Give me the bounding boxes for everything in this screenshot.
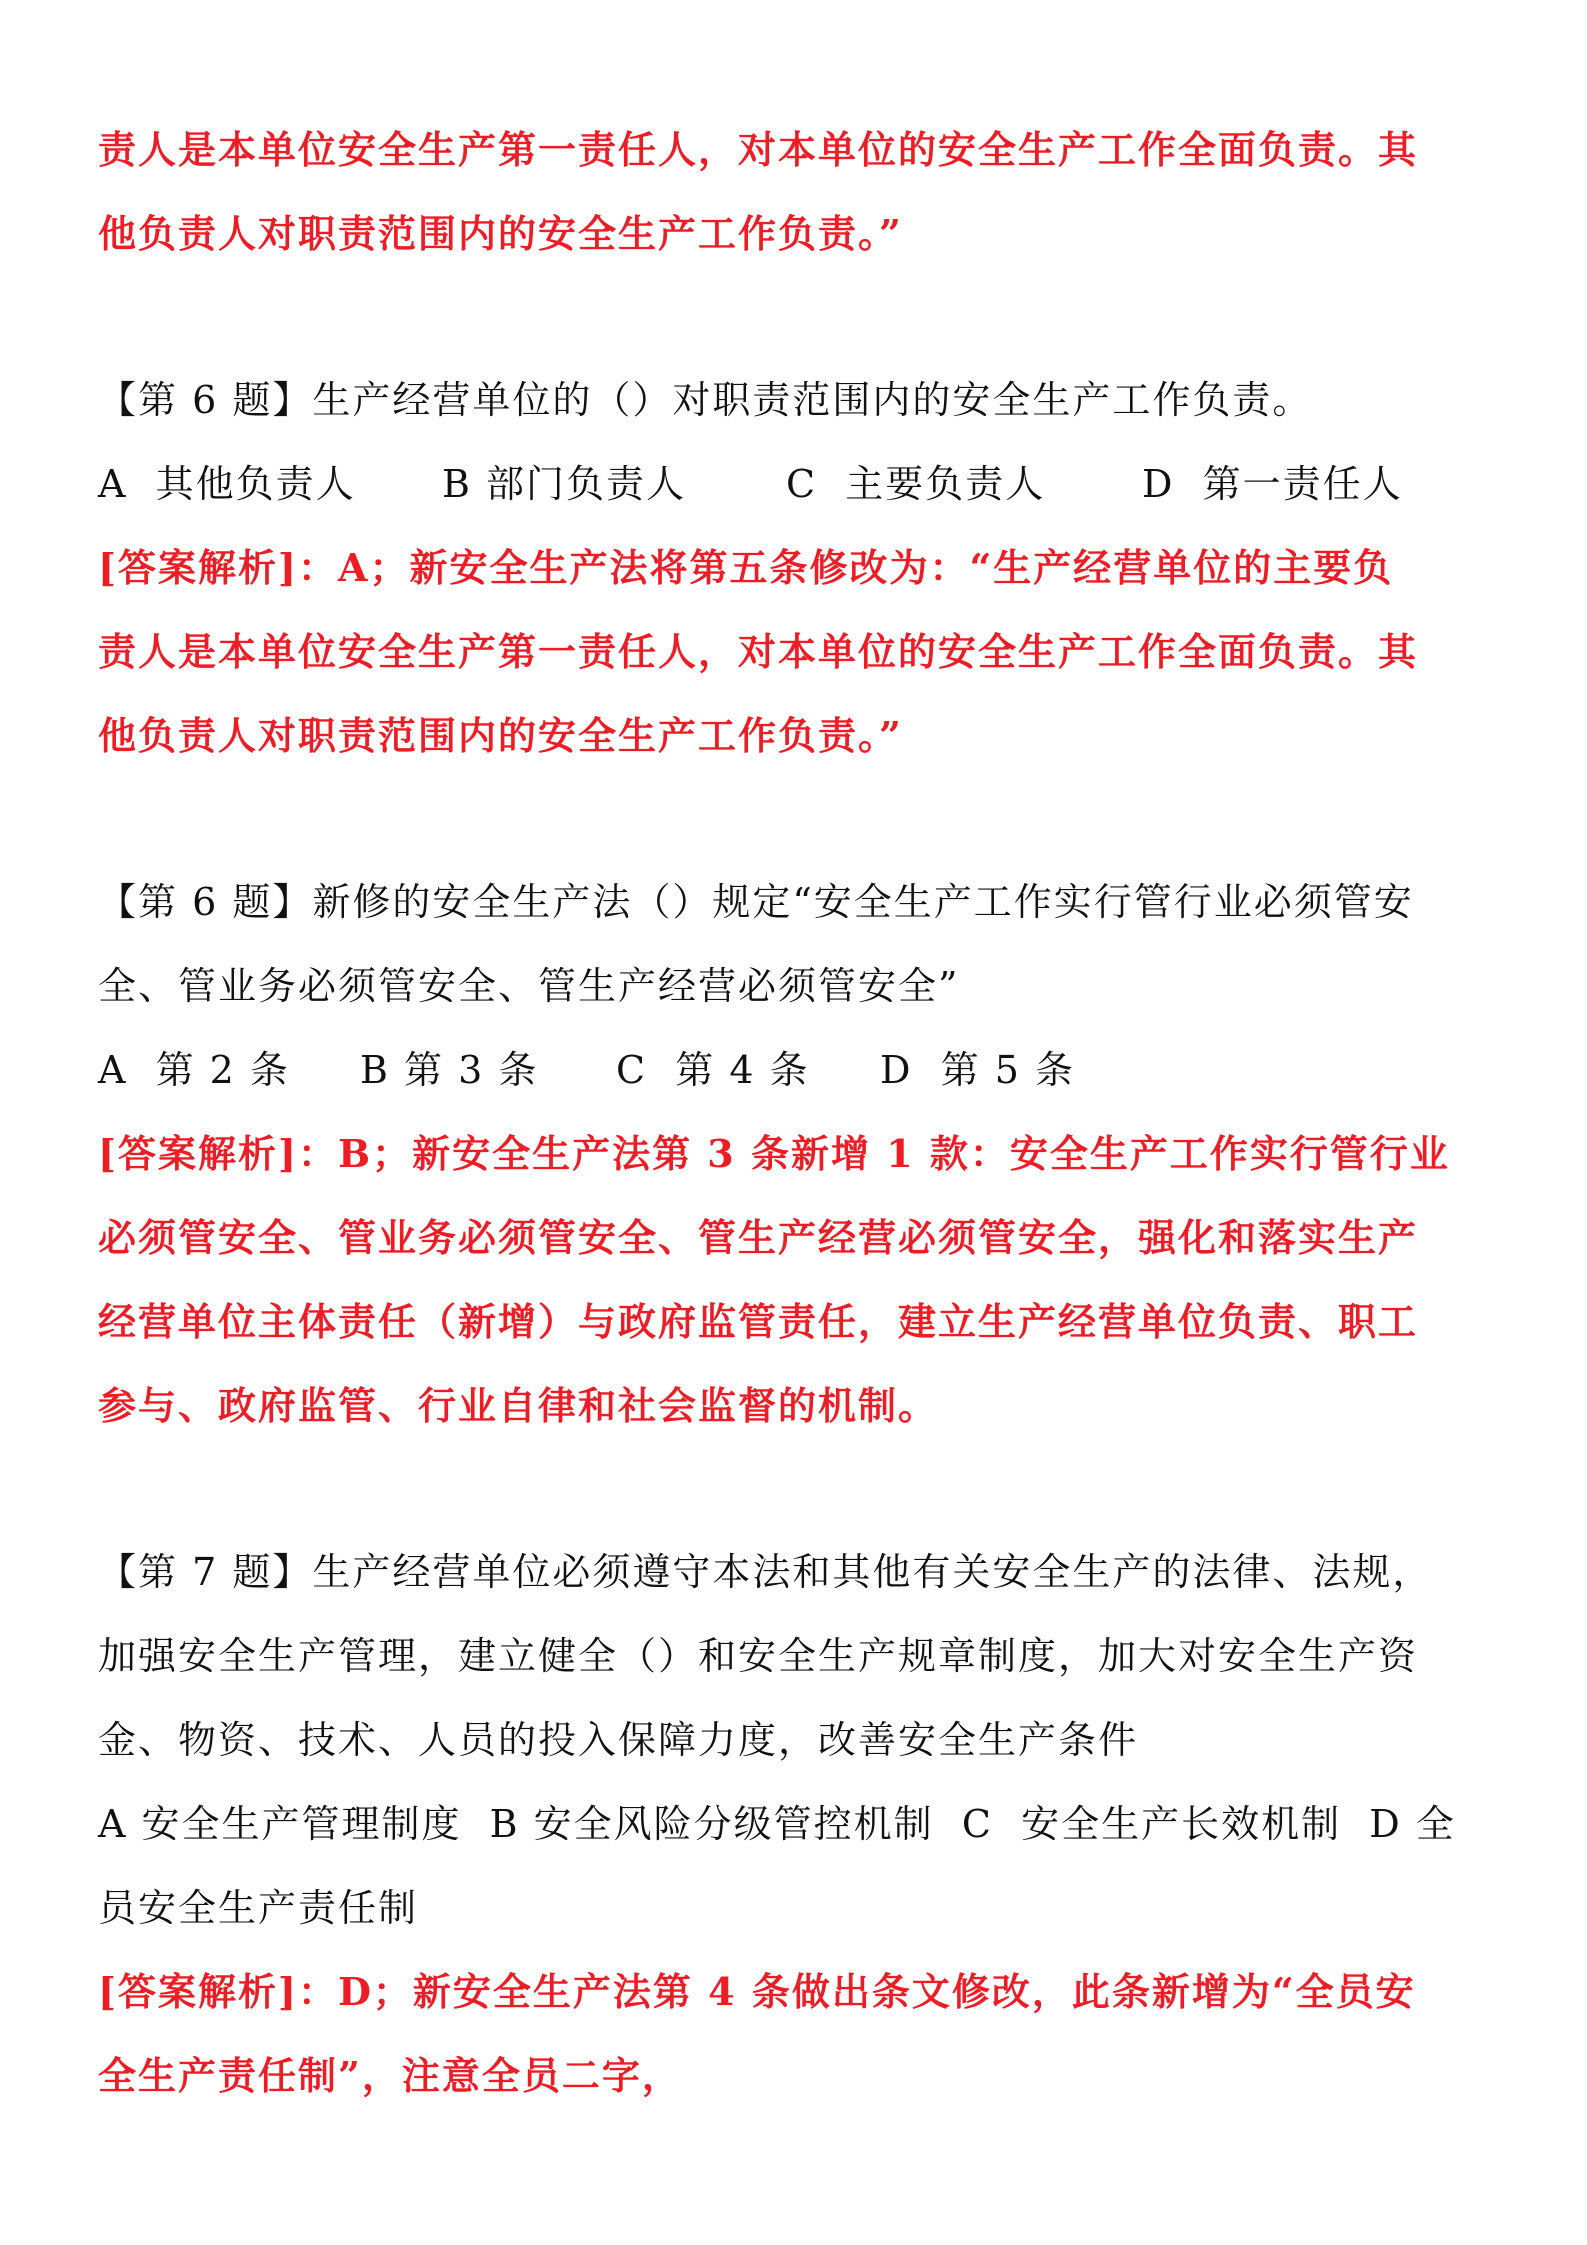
answer-explanation: [答案解析]：B；新安全生产法第 3 条新增 1 款：安全生产工作实行管行业 (98, 1131, 1450, 1176)
option-c: C 第 4 条 (616, 1048, 810, 1092)
question-text-continued: 全、管业务必须管安全、管生产经营必须管安全” (98, 964, 960, 1008)
answer-explanation: 参与、政府监管、行业自律和社会监督的机制。 (98, 1383, 939, 1428)
answer-explanation: 必须管安全、管业务必须管安全、管生产经营必须管安全，强化和落实生产 (98, 1215, 1419, 1260)
question-text-continued: 加强安全生产管理，建立健全（）和安全生产规章制度，加大对安全生产资 (98, 1634, 1419, 1678)
answer-continuation-line: 责人是本单位安全生产第一责任人，对本单位的安全生产工作全面负责。其 (98, 127, 1419, 172)
answer-explanation: 他负责人对职责范围内的安全生产工作负责。” (98, 713, 903, 758)
question-options: A 安全生产管理制度 B 安全风险分级管控机制 C 安全生产长效机制 D 全 (98, 1802, 1456, 1846)
question-text: 生产经营单位必须遵守本法和其他有关安全生产的法律、法规， (312, 1550, 1433, 1594)
answer-continuation-line: 他负责人对职责范围内的安全生产工作负责。” (98, 211, 903, 256)
question-stem (98, 358, 1498, 442)
question-text: 生产经营单位的（）对职责范围内的安全生产工作负责。 (312, 378, 1313, 422)
option-b: B 第 3 条 (360, 1048, 539, 1092)
question-text-continued: 金、物资、技术、人员的投入保障力度，改善安全生产条件 (98, 1718, 1139, 1762)
option-b: B 部门负责人 (442, 462, 687, 506)
answer-explanation: 经营单位主体责任（新增）与政府监管责任，建立生产经营单位负责、职工 (98, 1299, 1419, 1344)
question-stem (98, 1530, 1498, 1614)
question-number: 【第 7 题】 (98, 1550, 313, 1594)
question-options (98, 442, 1498, 526)
question-block (98, 1530, 1498, 2118)
question-block (98, 860, 1498, 1448)
question-options (98, 1028, 1498, 1112)
option-a: A 其他负责人 (98, 462, 356, 506)
question-block (98, 358, 1498, 778)
question-stem (98, 860, 1498, 944)
answer-explanation: [答案解析]：D；新安全生产法第 4 条做出条文修改，此条新增为“全员安 (98, 1969, 1416, 2014)
document-page (98, 108, 1498, 2118)
question-number: 【第 6 题】 (98, 378, 313, 422)
option-d: D 第 5 条 (880, 1048, 1075, 1092)
answer-explanation: [答案解析]：A；新安全生产法将第五条修改为：“生产经营单位的主要负 (98, 545, 1394, 590)
option-a: A 第 2 条 (98, 1048, 290, 1092)
answer-explanation: 全生产责任制”，注意全员二字， (98, 2053, 682, 2098)
question-number: 【第 6 题】 (98, 880, 313, 924)
option-d: D 第一责任人 (1142, 462, 1403, 506)
option-c: C 主要负责人 (786, 462, 1046, 506)
question-options-continued: 员安全生产责任制 (98, 1886, 419, 1930)
question-text: 新修的安全生产法（）规定“安全生产工作实行管行业必须管安 (312, 880, 1414, 924)
answer-explanation: 责人是本单位安全生产第一责任人，对本单位的安全生产工作全面负责。其 (98, 629, 1419, 674)
